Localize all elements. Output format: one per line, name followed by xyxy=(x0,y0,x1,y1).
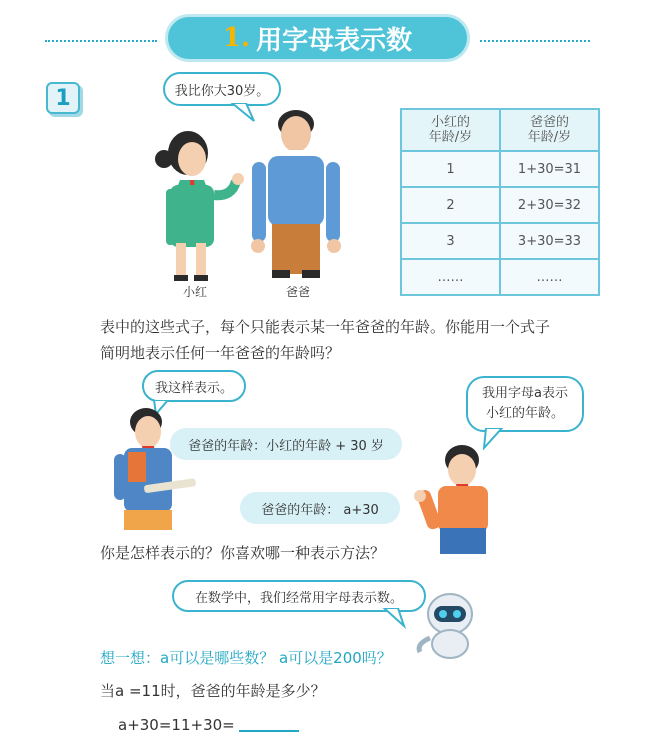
table-row xyxy=(401,187,599,223)
lesson-title-banner xyxy=(165,14,470,62)
father-label: 爸爸 xyxy=(286,285,311,299)
table-cell: 3+30=33 xyxy=(500,223,599,259)
girl-label: 小红 xyxy=(183,285,208,299)
table-header-xiaohong: 小红的 年龄/岁 xyxy=(401,109,500,151)
table-cell: 3 xyxy=(401,223,500,259)
girl-right-illustration xyxy=(410,440,510,555)
table-cell: 1 xyxy=(401,151,500,187)
think-prompt: 想一想：a可以是哪些数？ a可以是200吗？ xyxy=(100,649,392,667)
robot-icon xyxy=(410,588,482,660)
father-illustration xyxy=(238,100,356,285)
table-cell: …… xyxy=(500,259,599,295)
robot-speech-bubble: 在数学中，我们经常用字母表示数。 xyxy=(172,580,426,612)
speech-tail-icon xyxy=(380,608,410,630)
boy-illustration xyxy=(108,402,200,532)
header-dots-left xyxy=(45,40,157,42)
paragraph-line: 简明地表示任何一年爸爸的年龄吗？ xyxy=(100,344,341,362)
girl-xiaohong-illustration xyxy=(150,125,250,285)
question-text: 当a =11时，爸爸的年龄是多少？ xyxy=(100,682,326,700)
paragraph-line: 表中的这些式子，每个只能表示某一年爸爸的年龄。你能用一个式子 xyxy=(100,318,551,336)
table-row xyxy=(401,259,599,295)
example-number-badge: 1 xyxy=(46,82,80,114)
expression-words-pill: 爸爸的年龄：小红的年龄 + 30 岁 xyxy=(170,428,402,460)
table-cell: 2+30=32 xyxy=(500,187,599,223)
equation-line xyxy=(118,712,299,738)
paragraph-question: 你是怎样表示的？你喜欢哪一种表示方法？ xyxy=(100,544,386,562)
expression-letter-pill: 爸爸的年龄： a+30 xyxy=(240,492,400,524)
answer-blank[interactable] xyxy=(239,716,299,732)
equation-text: a+30=11+30= xyxy=(118,716,235,734)
table-cell: …… xyxy=(401,259,500,295)
age-table xyxy=(400,108,600,296)
lesson-number: 1. xyxy=(222,23,251,53)
table-cell: 2 xyxy=(401,187,500,223)
table-cell: 1+30=31 xyxy=(500,151,599,187)
father-speech-bubble: 我比你大30岁。 xyxy=(163,72,281,106)
lesson-title: 用字母表示数 xyxy=(256,25,413,56)
table-row xyxy=(401,151,599,187)
boy-speech-bubble: 我这样表示。 xyxy=(142,370,246,402)
table-header-father: 爸爸的 年龄/岁 xyxy=(500,109,599,151)
table-row xyxy=(401,223,599,259)
girl-speech-bubble: 我用字母a表示 小红的年龄。 xyxy=(466,376,584,432)
header-dots-right xyxy=(480,40,590,42)
